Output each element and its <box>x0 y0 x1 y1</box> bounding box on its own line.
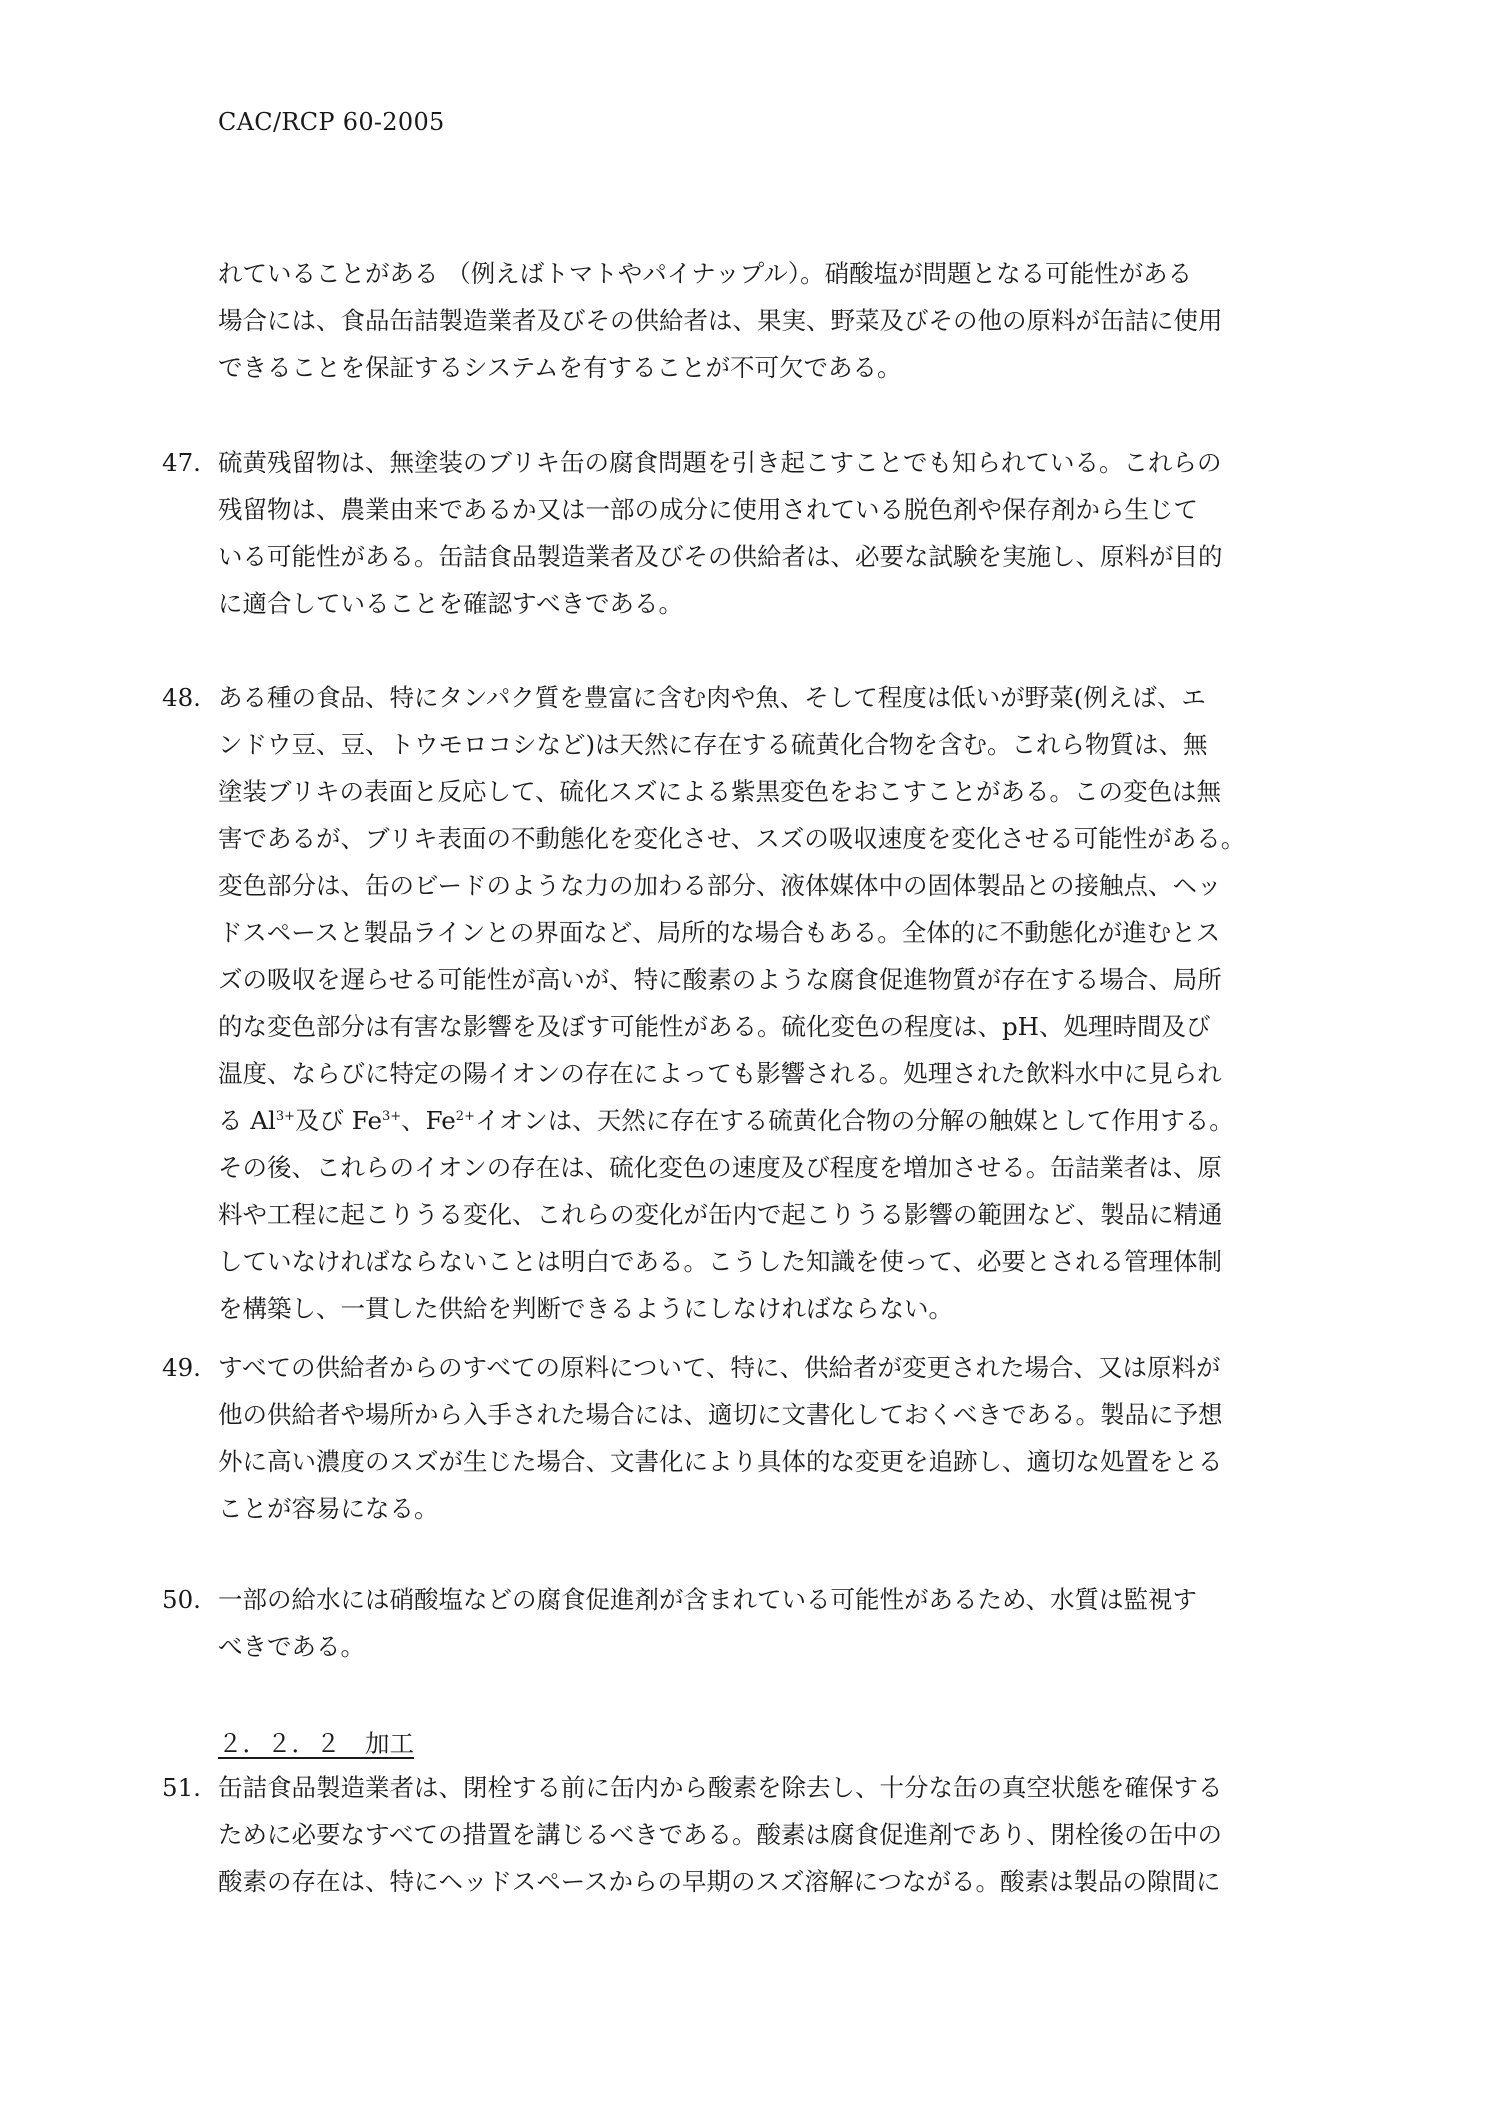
text-line: べきである。 <box>218 1632 365 1661</box>
paragraph-50 <box>218 1576 1298 1670</box>
text-line: 料や工程に起こりうる変化、これらの変化が缶内で起こりうる影響の範囲など、製品に精通 <box>218 1200 1223 1229</box>
paragraph-number-50: 50. <box>162 1585 201 1614</box>
text-line: 塗装ブリキの表面と反応して、硫化スズによる紫黒変色をおこすことがある。この変色は無 <box>218 777 1222 806</box>
paragraph-number-51: 51. <box>162 1773 201 1802</box>
text-line: 的な変色部分は有害な影響を及ぼす可能性がある。硫化変色の程度は、pH、処理時間及び <box>218 1012 1211 1041</box>
text-line: を構築し、一貫した供給を判断できるようにしなければならない。 <box>218 1294 953 1323</box>
text-line: れていることがある （例えばトマトやパイナップル）。硝酸塩が問題となる可能性がある <box>218 259 1193 288</box>
text-line: に適合していることを確認すべきである。 <box>218 589 684 618</box>
paragraph-48 <box>218 674 1298 1332</box>
text-line: ある種の食品、特にタンパク質を豊富に含む肉や魚、そして程度は低いが野菜(例えば、エ <box>218 683 1206 712</box>
text-line: 酸素の存在は、特にヘッドスペースからの早期のスズ溶解につながる。酸素は製品の隙間に <box>218 1867 1221 1896</box>
text-line: ンドウ豆、豆、トウモロコシなど)は天然に存在する硫黄化合物を含む。これら物質は、無 <box>218 730 1208 759</box>
text-line: 硫黄残留物は、無塗装のブリキ缶の腐食問題を引き起こすことでも知られている。これらの <box>218 448 1222 477</box>
text-line: ドスペースと製品ラインとの界面など、局所的な場合もある。全体的に不動態化が進むとス <box>218 918 1221 947</box>
text-line: 場合には、食品缶詰製造業者及びその供給者は、果実、野菜及びその他の原料が缶詰に使用 <box>218 306 1223 335</box>
text-line: ズの吸収を遅らせる可能性が高いが、特に酸素のような腐食促進物質が存在する場合、局所 <box>218 965 1222 994</box>
text-line: 外に高い濃度のスズが生じた場合、文書化により具体的な変更を追跡し、適切な処置をとる <box>218 1447 1223 1476</box>
ion-text: 及び Fe <box>295 1106 382 1135</box>
text-line: すべての供給者からのすべての原料について、特に、供給者が変更された場合、又は原料が <box>218 1353 1221 1382</box>
ion-charge: 3+ <box>381 1109 402 1124</box>
document-code-header: CAC/RCP 60-2005 <box>218 108 445 136</box>
text-line: 他の供給者や場所から入手された場合には、適切に文書化しておくべきである。製品に予想 <box>218 1400 1223 1429</box>
text-line: 一部の給水には硝酸塩などの腐食促進剤が含まれている可能性があるため、水質は監視す <box>218 1585 1198 1614</box>
section-heading: ２．２．２ 加工 <box>218 1729 414 1758</box>
text-line: できることを保証するシステムを有することが不可欠である。 <box>218 353 902 382</box>
ion-charge: 2+ <box>455 1109 475 1124</box>
paragraph-number-48: 48. <box>162 683 201 712</box>
text-line: していなければならないことは明白である。こうした知識を使って、必要とされる管理体制 <box>218 1247 1223 1276</box>
paragraph-number-47: 47. <box>162 448 201 477</box>
text-line: ために必要なすべての措置を講じるべきである。酸素は腐食促進剤であり、閉栓後の缶中の <box>218 1820 1223 1849</box>
text-line: 缶詰食品製造業者は、閉栓する前に缶内から酸素を除去し、十分な缶の真空状態を確保する <box>218 1773 1223 1802</box>
text-line: 残留物は、農業由来であるか又は一部の成分に使用されている脱色剤や保存剤から生じて <box>218 495 1198 524</box>
text-line: その後、これらのイオンの存在は、硫化変色の速度及び程度を増加させる。缶詰業者は、原 <box>218 1153 1222 1182</box>
paragraph-49 <box>218 1344 1298 1532</box>
paragraph-continued <box>218 250 1298 391</box>
ion-text: イオンは、天然に存在する硫黄化合物の分解の触媒として作用する。 <box>474 1106 1234 1135</box>
text-line: いる可能性がある。缶詰食品製造業者及びその供給者は、必要な試験を実施し、原料が目的 <box>218 542 1223 571</box>
text-line: 変色部分は、缶のビードのような力の加わる部分、液体媒体中の固体製品との接触点、ヘッ <box>218 871 1222 900</box>
paragraph-51 <box>218 1764 1298 1905</box>
paragraph-47 <box>218 439 1298 627</box>
text-line: 害であるが、ブリキ表面の不動態化を変化させ、スズの吸収速度を変化させる可能性がある。 <box>218 824 1246 853</box>
text-line: ことが容易になる。 <box>218 1494 439 1523</box>
paragraph-number-49: 49. <box>162 1353 201 1382</box>
text-line-ions <box>218 1097 1298 1144</box>
ion-text: 、Fe <box>401 1106 456 1135</box>
text-line: 温度、ならびに特定の陽イオンの存在によっても影響される。処理された飲料水中に見られ <box>218 1059 1222 1088</box>
ion-charge: 3+ <box>275 1109 295 1124</box>
ion-text: る Al <box>218 1106 276 1135</box>
